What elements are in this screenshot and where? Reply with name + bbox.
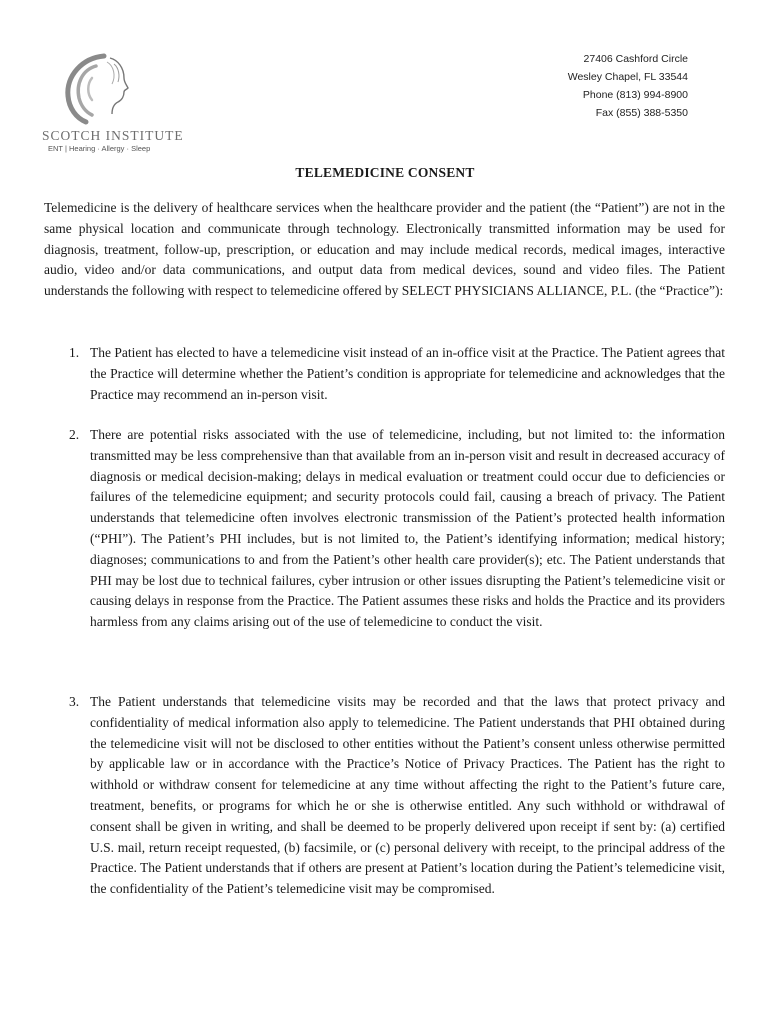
address-phone: Phone (813) 994-8900 [582, 89, 688, 101]
item-number: 2. [69, 427, 80, 442]
address-street: 27406 Cashford Circle [583, 53, 688, 65]
document-title: TELEMEDICINE CONSENT [295, 165, 475, 180]
item-text: There are potential risks associated with the use of telemedicine, including, but not limited to: the information transmitted may be less comprehensive than that available from an in-person visit and result in decreased accuracy of diagnosis or medical decision-making; delays in medical evaluation or treatment could occur due to deficiencies or failures of the telemedicine equipment; and security protocols could fail, causing a breach of privacy. The Patient understands that telemedicine often involves electronic transmission of the Patient’s protected health information (“PHI”). The Patient’s PHI includes, but is not limited to, the Patient’s identifying information; medical history; diagnoses; communications to and from the Patient’s other health care provider(s); etc. The Patient understands that PHI may be lost due to technical failures, cyber intrusion or other issues disrupting the Patient’s telemedicine visit or causing delays in response from the Practice. The Patient assumes these risks and holds the Practice and its providers harmless from any claims arising out of the use of telemedicine to conduct the visit. [90, 427, 725, 630]
logo-name: SCOTCH INSTITUTE [42, 128, 184, 143]
address-city: Wesley Chapel, FL 33544 [567, 71, 688, 83]
item-text: The Patient has elected to have a telemedicine visit instead of an in-office visit at the Practice. The Patient agrees that the Practice will determine whether the Patient’s condition is appropriate for telemedicine and acknowledges that the Practice may recommend an in-person visit. [90, 345, 725, 402]
logo-tagline: ENT | Hearing · Allergy · Sleep [48, 144, 151, 153]
item-text: The Patient understands that telemedicine visits may be recorded and that the laws that protect privacy and confidentiality of medical information also apply to telemedicine. The Patient understands that PHI obtained during the telemedicine visit will not be disclosed to other entities without the Patient’s consent unless otherwise permitted by applicable law or in accordance with the Practice’s Notice of Privacy Practices. The Patient has the right to withhold or withdraw consent for telemedicine at any time without affecting the right to the Patient’s future care, treatment, benefits, or programs for which he or she is otherwise entitled. Any such withhold or withdrawal of consent shall be given in writing, and shall be deemed to be properly delivered upon receipt if sent by: (a) certified U.S. mail, return receipt requested, (b) facsimile, or (c) personal delivery with receipt, to the principal address of the Practice. The Patient understands that if others are present at Patient’s location during the Patient’s telemedicine visit, the confidentiality of the Patient’s telemedicine visit may be compromised. [90, 694, 725, 897]
item-number: 3. [69, 694, 80, 709]
scotch-institute-logo [42, 50, 184, 158]
consent-item [44, 425, 725, 633]
head-profile-icon [52, 50, 132, 128]
item-number: 1. [69, 345, 80, 360]
consent-item [44, 692, 725, 900]
letterhead-address [568, 50, 688, 122]
address-fax: Fax (855) 388-5350 [595, 107, 688, 119]
intro-paragraph: Telemedicine is the delivery of healthcare services when the healthcare provider and the patient (the “Patient”) are not in the same physical location and communicate through technology. Electronically transmitted information may be used for diagnosis, treatment, follow-up, prescription, or education and may include medical records, medical images, interactive audio, video and/or data communications, and output data from medical devices, sound and video files. The Patient understands the following with respect to telemedicine offered by SELECT PHYSICIANS ALLIANCE, P.L. (the “Practice”): [44, 200, 725, 299]
consent-item [44, 343, 725, 405]
